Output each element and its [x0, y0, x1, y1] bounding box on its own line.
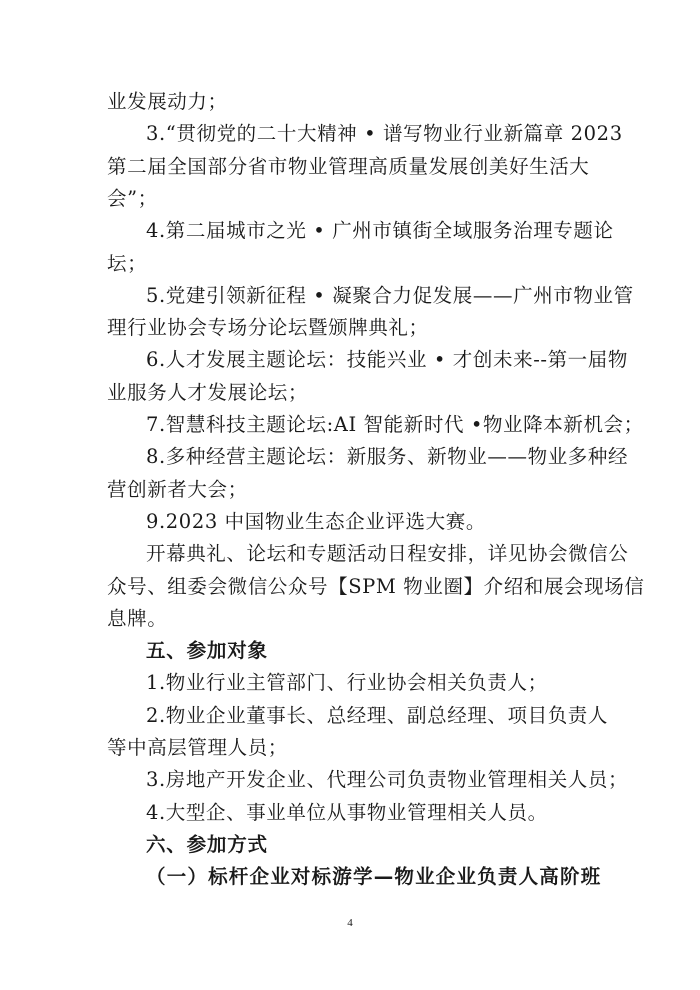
- list-item: 9.2023 中国物业生态企业评选大赛。: [146, 509, 486, 533]
- list-item: 3.房地产开发企业、代理公司负责物业管理相关人员；: [146, 768, 629, 792]
- text-line: 坛；: [107, 251, 148, 275]
- list-item: 3.“贯彻党的二十大精神 • 谱写物业行业新篇章 2023: [146, 122, 623, 146]
- text-line: 等中高层管理人员；: [107, 736, 288, 759]
- text-line: 营创新者大会；: [107, 477, 248, 501]
- list-item: 8.多种经营主题论坛：新服务、新物业——物业多种经: [146, 445, 629, 469]
- list-item: 4.大型企、事业单位从事物业管理相关人员。: [146, 800, 548, 824]
- list-item: 4.第二届城市之光 • 广州市镇街全域服务治理专题论: [146, 219, 614, 243]
- page-number: 4: [347, 917, 353, 929]
- list-item: 1.物业行业主管部门、行业协会相关负责人；: [146, 671, 548, 695]
- text-line: 业服务人才发展论坛；: [107, 380, 309, 404]
- text-line: 会”；: [107, 186, 158, 210]
- text-line: 息牌。: [107, 606, 168, 630]
- text-line: 众号、组委会微信公众号【SPM 物业圈】介绍和展会现场信: [107, 574, 645, 598]
- subsection-heading: （一）标杆企业对标游学—物业企业负责人高阶班: [146, 865, 602, 889]
- text-line: 第二届全国部分省市物业管理高质量发展创美好生活大: [107, 154, 590, 178]
- text-line: 业发展动力；: [107, 90, 228, 113]
- list-item: 6.人才发展主题论坛：技能兴业 • 才创未来--第一届物: [146, 348, 628, 372]
- text-line: 理行业协会专场分论坛暨颁牌典礼；: [107, 316, 429, 340]
- list-item: 7.智慧科技主题论坛:AI 智能新时代 •物业降本新机会；: [146, 413, 644, 436]
- list-item: 2.物业企业董事长、总经理、副总经理、项目负责人: [146, 703, 609, 727]
- paragraph-line: 开幕典礼、论坛和专题活动日程安排，详见协会微信公: [146, 542, 629, 566]
- list-item: 5.党建引领新征程 • 凝聚合力促发展——广州市物业管: [146, 283, 634, 307]
- section-heading: 六、参加方式: [146, 832, 268, 856]
- section-heading: 五、参加对象: [146, 639, 268, 663]
